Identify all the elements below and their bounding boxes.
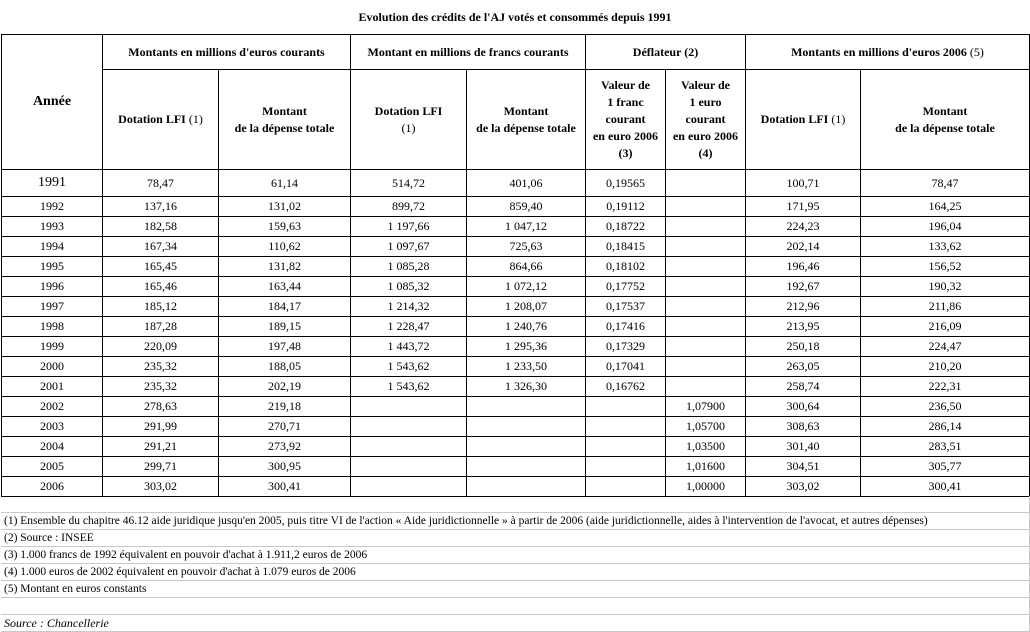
cell-valeur-euro: 1,07900 [666, 397, 746, 417]
footnotes-table [1, 496, 1030, 632]
cell-dotation-euros: 165,46 [103, 277, 219, 297]
header-dotation-2006 [746, 70, 861, 170]
cell-valeur-euro: 1,01600 [666, 457, 746, 477]
cell-dotation-francs [351, 457, 467, 477]
cell-dotation-francs: 1 097,67 [351, 237, 467, 257]
cell-dotation-francs: 514,72 [351, 170, 467, 197]
cell-year: 1994 [2, 237, 103, 257]
table-row [2, 437, 1030, 457]
cell-dotation-2006: 304,51 [746, 457, 861, 477]
table-body [2, 170, 1030, 497]
header-dotation-francs [351, 70, 467, 170]
cell-dotation-francs [351, 437, 467, 457]
cell-montant-francs: 1 233,50 [467, 357, 586, 377]
cell-year: 2002 [2, 397, 103, 417]
cell-valeur-franc: 0,17416 [586, 317, 666, 337]
euros-2006-label: Montants en millions d'euros 2006 [791, 44, 967, 59]
table-row [2, 277, 1030, 297]
cell-dotation-francs [351, 417, 467, 437]
cell-montant-2006: 236,50 [861, 397, 1030, 417]
cell-dotation-francs: 1 543,62 [351, 357, 467, 377]
cell-dotation-euros: 235,32 [103, 357, 219, 377]
cell-montant-2006: 210,20 [861, 357, 1030, 377]
cell-dotation-2006: 196,46 [746, 257, 861, 277]
cell-valeur-franc [586, 437, 666, 457]
val-franc-line5: (3) [618, 146, 633, 160]
cell-montant-euros: 197,48 [219, 337, 351, 357]
montant-line2: de la dépense totale [895, 120, 995, 135]
table-title: Evolution des crédits de l'AJ votés et consommés depuis 1991 [358, 10, 672, 24]
cell-montant-francs: 401,06 [467, 170, 586, 197]
header-group-francs: Montant en millions de francs courants [351, 35, 586, 70]
header-valeur-franc [586, 70, 666, 170]
cell-year: 2001 [2, 377, 103, 397]
cell-valeur-franc: 0,17537 [586, 297, 666, 317]
cell-year: 2005 [2, 457, 103, 477]
dotation-label: Dotation LFI [374, 103, 443, 118]
dotation-note: (1) [831, 112, 846, 126]
cell-montant-2006: 222,31 [861, 377, 1030, 397]
cell-dotation-2006: 171,95 [746, 197, 861, 217]
table-row [2, 337, 1030, 357]
cell-valeur-euro [666, 170, 746, 197]
footnote-1: (1) Ensemble du chapitre 46.12 aide juridique jusqu'en 2005, puis titre VI de l'action « Aide juridictionnelle » à partir de 2006 (aide juridictionnelle, aides à l'intervention de l'avocat, et autres dépenses) [1, 513, 1029, 530]
cell-dotation-2006: 300,64 [746, 397, 861, 417]
table-row [2, 457, 1030, 477]
header-group-deflateur [586, 35, 746, 70]
val-euro-line4: en euro 2006 [672, 129, 739, 143]
cell-dotation-francs: 1 085,28 [351, 257, 467, 277]
cell-montant-euros: 219,18 [219, 397, 351, 417]
cell-montant-francs: 1 295,36 [467, 337, 586, 357]
source-note: Source : Chancellerie [1, 615, 1029, 632]
cell-year: 1998 [2, 317, 103, 337]
cell-montant-2006: 190,32 [861, 277, 1030, 297]
cell-montant-francs [467, 437, 586, 457]
cell-dotation-euros: 235,32 [103, 377, 219, 397]
cell-montant-euros: 110,62 [219, 237, 351, 257]
cell-year: 1991 [2, 170, 103, 197]
cell-valeur-euro [666, 317, 746, 337]
val-franc-line1: Valeur de [600, 78, 650, 92]
cell-valeur-franc: 0,17329 [586, 337, 666, 357]
cell-valeur-franc: 0,18102 [586, 257, 666, 277]
cell-valeur-franc [586, 477, 666, 497]
cell-montant-euros: 270,71 [219, 417, 351, 437]
cell-dotation-francs: 1 543,62 [351, 377, 467, 397]
dotation-label: Dotation LFI [118, 112, 186, 126]
table-row [2, 257, 1030, 277]
cell-dotation-2006: 212,96 [746, 297, 861, 317]
cell-valeur-euro [666, 197, 746, 217]
cell-dotation-2006: 263,05 [746, 357, 861, 377]
footnote-4: (4) 1.000 euros de 2002 équivalent en pouvoir d'achat à 1.079 euros de 2006 [1, 564, 1029, 581]
cell-valeur-franc [586, 397, 666, 417]
cell-montant-francs [467, 397, 586, 417]
cell-year: 2006 [2, 477, 103, 497]
cell-dotation-euros: 303,02 [103, 477, 219, 497]
cell-montant-2006: 196,04 [861, 217, 1030, 237]
table-row [2, 237, 1030, 257]
cell-dotation-2006: 301,40 [746, 437, 861, 457]
val-euro-line2: 1 euro [689, 95, 722, 109]
cell-year: 1997 [2, 297, 103, 317]
header-montant-francs [467, 70, 586, 170]
cell-dotation-francs: 1 228,47 [351, 317, 467, 337]
header-group-euros: Montants en millions d'euros courants [103, 35, 351, 70]
cell-dotation-2006: 100,71 [746, 170, 861, 197]
cell-montant-euros: 300,95 [219, 457, 351, 477]
val-euro-line3: courant [685, 112, 726, 126]
cell-dotation-2006: 250,18 [746, 337, 861, 357]
val-franc-line3: courant [605, 112, 646, 126]
footnote-2: (2) Source : INSEE [1, 530, 1029, 547]
cell-valeur-euro [666, 337, 746, 357]
cell-dotation-francs: 899,72 [351, 197, 467, 217]
cell-year: 2003 [2, 417, 103, 437]
cell-montant-francs: 864,66 [467, 257, 586, 277]
cell-dotation-francs: 1 214,32 [351, 297, 467, 317]
deflateur-label: Déflateur [632, 44, 682, 59]
cell-montant-2006: 133,62 [861, 237, 1030, 257]
cell-valeur-franc: 0,18415 [586, 237, 666, 257]
cell-dotation-francs [351, 397, 467, 417]
euros-2006-note: (5) [969, 44, 984, 59]
cell-valeur-franc: 0,19112 [586, 197, 666, 217]
table-row [2, 170, 1030, 197]
cell-dotation-francs: 1 197,66 [351, 217, 467, 237]
cell-dotation-francs: 1 443,72 [351, 337, 467, 357]
cell-montant-francs [467, 417, 586, 437]
cell-valeur-franc: 0,17752 [586, 277, 666, 297]
cell-dotation-euros: 185,12 [103, 297, 219, 317]
cell-valeur-euro [666, 217, 746, 237]
cell-montant-francs: 1 326,30 [467, 377, 586, 397]
cell-dotation-2006: 213,95 [746, 317, 861, 337]
cell-montant-francs [467, 477, 586, 497]
table-row [2, 317, 1030, 337]
cell-dotation-2006: 202,14 [746, 237, 861, 257]
cell-valeur-franc: 0,16762 [586, 377, 666, 397]
cell-dotation-francs [351, 477, 467, 497]
header-dotation-euros [103, 70, 219, 170]
val-euro-line1: Valeur de [680, 78, 730, 92]
cell-valeur-euro: 1,00000 [666, 477, 746, 497]
cell-montant-euros: 131,82 [219, 257, 351, 277]
cell-dotation-euros: 187,28 [103, 317, 219, 337]
cell-dotation-2006: 192,67 [746, 277, 861, 297]
cell-dotation-euros: 291,99 [103, 417, 219, 437]
cell-montant-2006: 156,52 [861, 257, 1030, 277]
cell-montant-euros: 202,19 [219, 377, 351, 397]
cell-dotation-francs: 1 085,32 [351, 277, 467, 297]
cell-montant-euros: 189,15 [219, 317, 351, 337]
cell-montant-francs: 1 072,12 [467, 277, 586, 297]
val-euro-line5: (4) [698, 146, 713, 160]
header-valeur-euro [666, 70, 746, 170]
cell-montant-2006: 286,14 [861, 417, 1030, 437]
cell-montant-euros: 61,14 [219, 170, 351, 197]
dotation-note: (1) [188, 112, 203, 126]
cell-year: 1992 [2, 197, 103, 217]
cell-valeur-euro: 1,03500 [666, 437, 746, 457]
val-franc-line4: en euro 2006 [592, 129, 659, 143]
cell-valeur-franc [586, 417, 666, 437]
cell-montant-2006: 164,25 [861, 197, 1030, 217]
cell-dotation-euros: 299,71 [103, 457, 219, 477]
dotation-note: (1) [401, 120, 416, 135]
cell-valeur-franc: 0,18722 [586, 217, 666, 237]
footnotes [1, 496, 1029, 632]
cell-montant-euros: 131,02 [219, 197, 351, 217]
cell-montant-euros: 188,05 [219, 357, 351, 377]
table-row [2, 357, 1030, 377]
cell-valeur-euro: 1,05700 [666, 417, 746, 437]
cell-year: 2000 [2, 357, 103, 377]
cell-montant-francs: 1 047,12 [467, 217, 586, 237]
credits-table [1, 34, 1030, 497]
table-row [2, 197, 1030, 217]
cell-montant-francs: 1 208,07 [467, 297, 586, 317]
cell-montant-2006: 216,09 [861, 317, 1030, 337]
cell-montant-euros: 159,63 [219, 217, 351, 237]
cell-dotation-euros: 137,16 [103, 197, 219, 217]
cell-valeur-franc: 0,17041 [586, 357, 666, 377]
footnote-3: (3) 1.000 francs de 1992 équivalent en pouvoir d'achat à 1.911,2 euros de 2006 [1, 547, 1029, 564]
cell-montant-2006: 305,77 [861, 457, 1030, 477]
cell-year: 1999 [2, 337, 103, 357]
cell-montant-2006: 283,51 [861, 437, 1030, 457]
cell-dotation-euros: 220,09 [103, 337, 219, 357]
cell-valeur-euro [666, 257, 746, 277]
cell-dotation-2006: 224,23 [746, 217, 861, 237]
cell-year: 2004 [2, 437, 103, 457]
cell-dotation-2006: 303,02 [746, 477, 861, 497]
cell-dotation-euros: 165,45 [103, 257, 219, 277]
header-montant-2006 [861, 70, 1030, 170]
cell-dotation-2006: 258,74 [746, 377, 861, 397]
table-row [2, 377, 1030, 397]
cell-montant-euros: 163,44 [219, 277, 351, 297]
cell-montant-2006: 300,41 [861, 477, 1030, 497]
cell-valeur-euro [666, 377, 746, 397]
cell-valeur-euro [666, 237, 746, 257]
deflateur-note: (2) [684, 44, 699, 59]
cell-year: 1996 [2, 277, 103, 297]
cell-valeur-franc [586, 457, 666, 477]
footnote-spacer [1, 496, 1029, 513]
cell-montant-francs: 859,40 [467, 197, 586, 217]
table-row [2, 297, 1030, 317]
cell-dotation-euros: 167,34 [103, 237, 219, 257]
montant-line2: de la dépense totale [476, 120, 576, 135]
cell-valeur-euro [666, 357, 746, 377]
cell-valeur-euro [666, 297, 746, 317]
montant-line1: Montant [503, 103, 549, 118]
montant-line1: Montant [922, 103, 968, 118]
cell-dotation-euros: 78,47 [103, 170, 219, 197]
cell-valeur-franc: 0,19565 [586, 170, 666, 197]
cell-montant-francs [467, 457, 586, 477]
dotation-label: Dotation LFI [760, 112, 829, 126]
cell-montant-euros: 273,92 [219, 437, 351, 457]
montant-line2: de la dépense totale [234, 120, 335, 135]
cell-montant-euros: 300,41 [219, 477, 351, 497]
cell-montant-euros: 184,17 [219, 297, 351, 317]
header-group-euros-2006 [746, 35, 1030, 70]
montant-line1: Montant [262, 103, 307, 118]
cell-montant-2006: 224,47 [861, 337, 1030, 357]
table-row [2, 397, 1030, 417]
val-franc-line2: 1 franc [607, 95, 644, 109]
cell-valeur-euro [666, 277, 746, 297]
header-montant-euros [219, 70, 351, 170]
cell-dotation-euros: 182,58 [103, 217, 219, 237]
table-row [2, 217, 1030, 237]
cell-dotation-2006: 308,63 [746, 417, 861, 437]
footnote-5: (5) Montant en euros constants [1, 581, 1029, 598]
cell-year: 1993 [2, 217, 103, 237]
cell-montant-2006: 211,86 [861, 297, 1030, 317]
table-row [2, 477, 1030, 497]
table-row [2, 417, 1030, 437]
cell-dotation-euros: 291,21 [103, 437, 219, 457]
cell-year: 1995 [2, 257, 103, 277]
cell-montant-2006: 78,47 [861, 170, 1030, 197]
cell-dotation-euros: 278,63 [103, 397, 219, 417]
cell-montant-francs: 1 240,76 [467, 317, 586, 337]
cell-montant-francs: 725,63 [467, 237, 586, 257]
header-annee: Année [2, 35, 103, 170]
footnote-spacer [1, 598, 1029, 615]
